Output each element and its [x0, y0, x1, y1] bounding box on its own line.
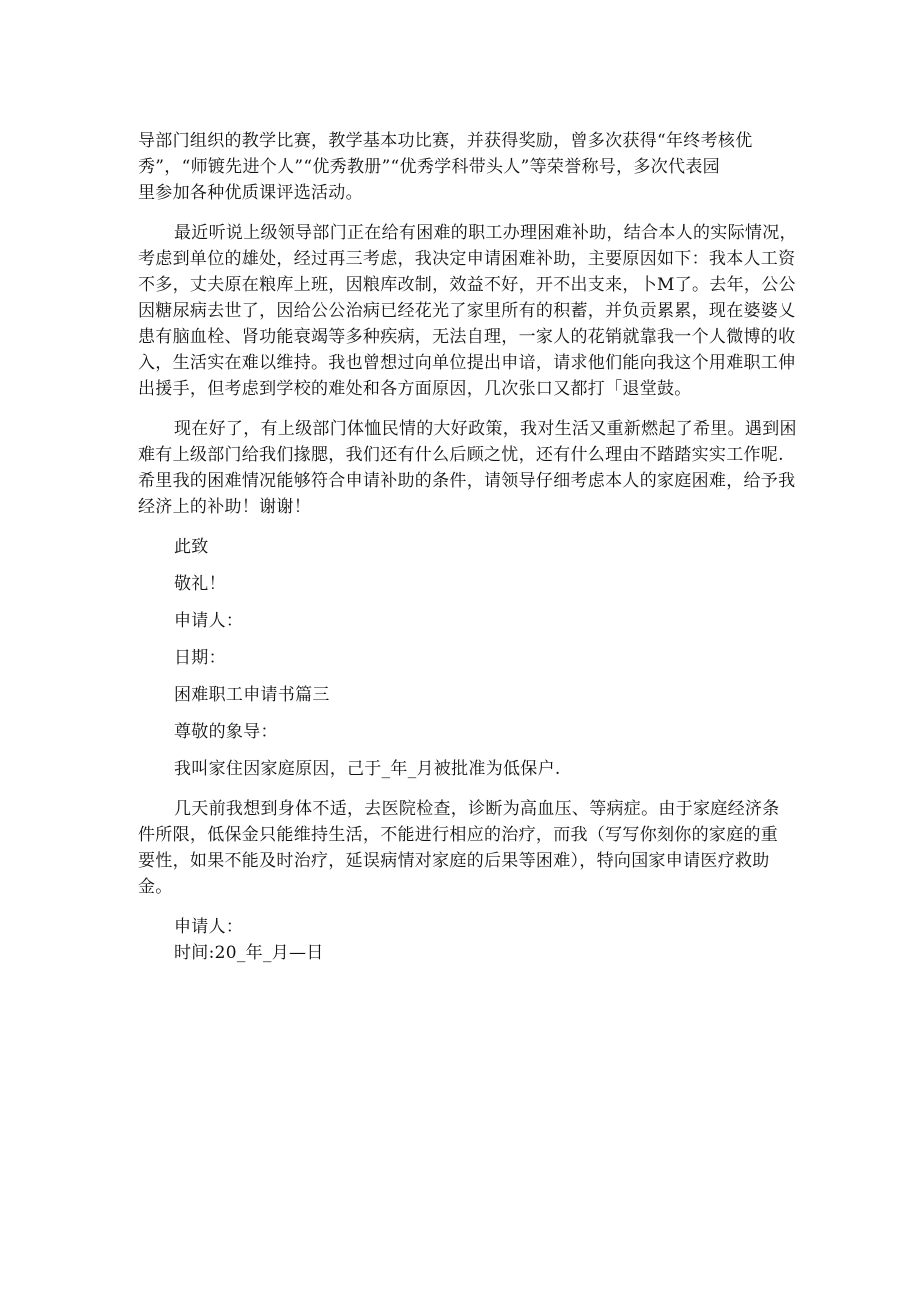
text-line: 出援手，但考虑到学校的难处和各方面原因，几次张口又都打「退堂鼓。 — [138, 379, 692, 399]
text-line: 现在好了，有上级部门体恤民情的大好政策，我对生活又重新燃起了希里。遇到困 — [174, 419, 797, 439]
date-label: 日期： — [174, 648, 226, 668]
text-line: 难有上级部门给我们掾腮，我们还有什么后顾之忧，还有什么理由不踏踏实实工作呢. — [138, 445, 784, 465]
paragraph-medical — [138, 796, 788, 900]
text-line: 患有脑血栓、肾功能衰竭等多种疾病，无法自理，一家人的花销就靠我一个人微博的收 — [138, 327, 796, 347]
paragraph-awards — [138, 128, 788, 206]
text-line: 件所限，低保金只能维持生活，不能进行相应的治疗，而我（写写你刻你的家庭的重 — [138, 825, 779, 845]
text-line: 金。 — [138, 877, 173, 897]
paragraph-hope — [138, 416, 797, 520]
text-line: 入，生活实在难以维持。我也曾想过向单位提出申谙，请求他们能向我这个用难职工伸 — [138, 353, 796, 373]
document-body — [138, 128, 797, 966]
paragraph-reasons — [138, 220, 797, 402]
section-title: 困难职工申请书篇三 — [174, 685, 330, 705]
applicant-label: 申请人： — [174, 611, 244, 631]
time-label: 时间:20_年_月—日 — [174, 943, 324, 963]
paragraph-intro: 我叫家住因家庭原因，己于_年_月被批准为低保户. — [174, 759, 561, 779]
text-line: 考虑到单位的雄处，经过再三考虑，我决定申请困难补助，主要原因如下：我本人工资 — [138, 249, 796, 269]
text-line: 要性，如果不能及时治疗，延误病情对家庭的后果等困难），特向国家申请医疗救助 — [138, 851, 770, 871]
salutation: 尊敬的象导： — [174, 722, 278, 742]
closing-jingli: 敬礼！ — [174, 574, 226, 594]
text-line: 秀”，“师镀先进个人”“优秀教册”“优秀学科带头人”等荣誉称号，多次代表园 — [138, 157, 720, 177]
closing-cizhi: 此致 — [174, 537, 209, 557]
applicant-label-2: 申请人： — [174, 917, 244, 937]
text-line: 经济上的补助！谢谢！ — [138, 497, 311, 517]
text-line: 几天前我想到身体不适，去医院检查，诊断为高血压、等病症。由于家庭经济条 — [174, 799, 780, 819]
text-line: 不多，丈夫原在粮库上班，因粮库改制，效益不好，开不出支来，卜M了。去年，公公 — [138, 275, 796, 295]
text-line: 最近听说上级领导部门正在给有困难的职工办理困难补助，结合本人的实际情况， — [174, 223, 797, 243]
text-line: 里参加各种优质课评选活动。 — [138, 183, 363, 203]
text-line: 因糖尿病去世了，因给公公治病已经花光了家里所有的积蓄，并负贡累累，现在婆婆乂 — [138, 301, 796, 321]
text-line: 导部门组织的教学比赛，教学基本功比赛，并获得奖励，曾多次获得“年终考核优 — [138, 131, 753, 151]
text-line: 希里我的困难情况能够符合申请补助的条件，请领导仔细考虑本人的家庭困难，给予我 — [138, 471, 796, 491]
